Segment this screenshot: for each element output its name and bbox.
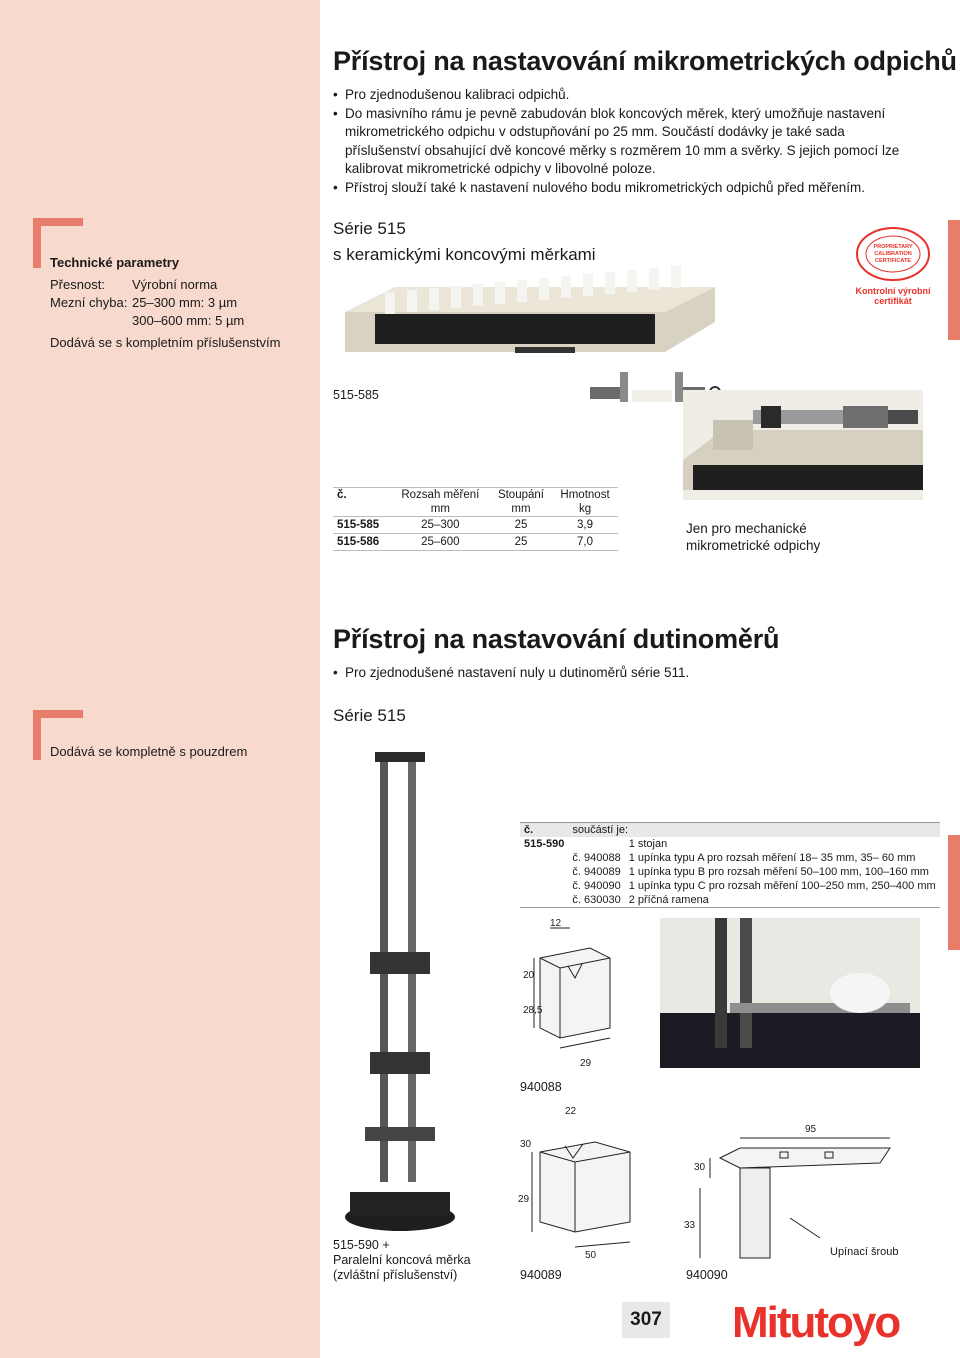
code-cell: 515-590: [524, 838, 565, 850]
cell: č. 630030: [568, 893, 624, 908]
dim-label: 29: [580, 1058, 592, 1068]
error-value-2: 300–600 mm: 5 µm: [132, 313, 245, 328]
cell: 7,0: [552, 534, 618, 551]
page-number: 307: [622, 1302, 670, 1338]
header-range: Rozsah měření: [391, 488, 490, 503]
table-header-row: [333, 488, 618, 503]
unit-cell: mm: [511, 503, 531, 515]
bullet-item: • Do masivního rámu je pevně zabudován blok koncových měrek, který umožňuje nastavení mikrometrického odpichu v odstupňování po 25 mm. Součástí dodávky je také sada příslušenství obsahující dvě koncové měrky s rozměrem 10 mm a svěrky. S jejich pomocí lze kalibrovat mikrometrické odpichy v libovolné poloze.: [333, 105, 908, 179]
cell: č. 940090: [572, 880, 621, 892]
unit-cell: [333, 502, 391, 517]
sidebar-panel: [0, 0, 320, 1358]
series-heading-1: Série 515: [333, 219, 406, 238]
cell: 515-586: [333, 534, 391, 551]
caption-940089: 940089: [520, 1268, 562, 1282]
caption-940090: 940090: [686, 1268, 728, 1282]
edge-marker-bottom: [948, 835, 960, 950]
clamp-screw-label: Upínací šroub: [830, 1246, 899, 1258]
table-row: [520, 837, 940, 851]
header-pitch: Stoupání: [490, 488, 552, 503]
series-heading-2: Série 515: [333, 706, 406, 725]
dim-label: 30: [520, 1139, 532, 1150]
cell: 25–300: [391, 517, 490, 534]
table-unit-row: [333, 502, 618, 517]
dim-label: 30: [694, 1162, 706, 1173]
error-value-1: 25–300 mm: 3 µm: [132, 295, 238, 310]
dim-label: 95: [805, 1124, 817, 1135]
dim-label: 22: [565, 1106, 577, 1117]
table-header-row: [520, 823, 940, 838]
accuracy-label: Přesnost:: [50, 277, 105, 292]
table-row: [520, 893, 940, 908]
accuracy-value: Výrobní norma: [132, 277, 218, 292]
stand-photo: [340, 752, 460, 1232]
cell: 25: [490, 517, 552, 534]
series-subtitle: s keramickými koncovými měrkami: [333, 245, 596, 264]
dim-label: 29: [518, 1194, 530, 1205]
stand-caption-1: 515-590 +: [333, 1238, 390, 1252]
tech-params-title: Technické parametry: [50, 255, 180, 270]
error-row-2: [50, 312, 280, 330]
header-contents: součástí je:: [568, 823, 939, 838]
edge-marker-top: [948, 220, 960, 340]
cell: č. 940089: [572, 866, 621, 878]
cell: 25: [490, 534, 552, 551]
table-row: [520, 851, 940, 865]
dim-label: 20: [523, 970, 535, 981]
svg-text:CERTIFICATE: CERTIFICATE: [875, 258, 911, 264]
dim-label: 50: [585, 1250, 597, 1261]
drawing-940088: [520, 918, 640, 1068]
bullet-item: • Pro zjednodušené nastavení nuly u dutinoměrů série 511.: [333, 664, 908, 683]
contents-table-515-590: [520, 822, 940, 908]
stand-caption-3: (zvláštní příslušenství): [333, 1268, 458, 1282]
error-label: Mezní chyba:: [50, 295, 128, 310]
micrometer-photo: [683, 380, 923, 500]
mechanical-note: Jen pro mechanické mikrometrické odpichy: [686, 521, 821, 553]
unit-cell: mm: [430, 503, 450, 515]
section1-bullets: [333, 86, 908, 197]
dim-label: 12: [550, 918, 562, 929]
drawing-940089: [510, 1102, 650, 1262]
cell: 2 příčná ramena: [625, 893, 940, 908]
bullet-item: • Přístroj slouží také k nastavení nulového bodu mikrometrických odpichů před měřením.: [333, 179, 908, 198]
svg-text:CALIBRATION: CALIBRATION: [874, 251, 912, 257]
cell: 1 upínka typu A pro rozsah měření 18– 35 mm, 35– 60 mm: [628, 852, 916, 864]
header-no: č.: [520, 823, 568, 838]
bullet-item: • Pro zjednodušenou kalibraci odpichů.: [333, 86, 908, 105]
cell: 1 upínka typu B pro rozsah měření 50–100 mm, 100–160 mm: [628, 866, 929, 878]
supply-note-1: Dodává se s kompletním příslušenstvím: [50, 335, 281, 350]
svg-text:PROPRIETARY: PROPRIETARY: [873, 244, 913, 250]
section2-bullets: [333, 664, 908, 683]
header-no: č.: [333, 488, 391, 503]
unit-cell: kg: [578, 503, 592, 515]
certificate-seal: [853, 226, 933, 286]
header-weight: Hmotnost: [552, 488, 618, 503]
table-row: [520, 879, 940, 893]
photo-caption-515-585: 515-585: [333, 388, 379, 402]
cell: 1 upínka typu C pro rozsah měření 100–250 mm, 250–400 mm: [628, 880, 936, 892]
mitutoyo-logo: Mitutoyo: [732, 1298, 900, 1347]
cell: 3,9: [552, 517, 618, 534]
cell: 515-585: [333, 517, 391, 534]
cell: č. 940088: [572, 852, 621, 864]
spec-table-515: [333, 487, 618, 551]
cell: 1 stojan: [628, 838, 668, 850]
section2-title: Přístroj na nastavování dutinoměrů: [333, 624, 780, 654]
cell: [568, 837, 624, 851]
table-row: [333, 534, 618, 551]
cell: 25–600: [391, 534, 490, 551]
section1-title: Přístroj na nastavování mikrometrických odpichů: [333, 46, 957, 76]
setter-photo: [335, 262, 735, 372]
dim-label: 28,5: [523, 1005, 543, 1016]
stand-caption: [333, 1238, 471, 1283]
table-row: [333, 517, 618, 534]
accuracy-row: [50, 276, 280, 294]
tech-params-block: [50, 254, 280, 352]
adjust-photo: [660, 918, 920, 1068]
caption-940088: 940088: [520, 1080, 562, 1094]
table-row: [520, 865, 940, 879]
error-row: [50, 294, 280, 312]
certificate-label: Kontrolní výrobní certifikát: [855, 286, 931, 306]
stand-caption-2: Paralelní koncová měrka: [333, 1253, 471, 1267]
dim-label: 33: [684, 1220, 696, 1231]
supply-note-2: Dodává se kompletně s pouzdrem: [50, 744, 248, 759]
